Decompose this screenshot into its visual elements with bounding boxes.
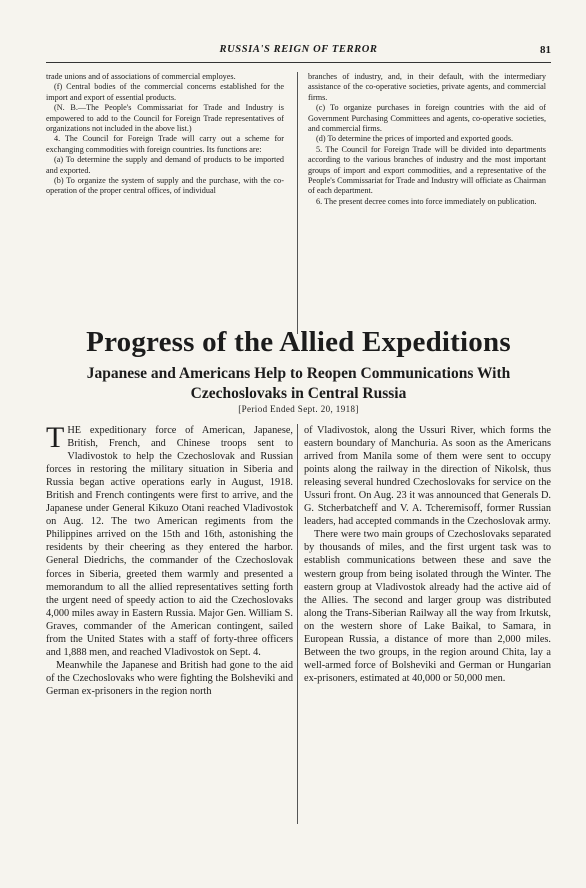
decree-left-column: [46, 72, 284, 197]
decree-right-column: [308, 72, 546, 207]
paragraph-text: HE expeditionary force of American, Japanese, British, French, and Chinese troops sent to Vladivostok to help the Czechoslovak and Russian forces in restoring the military situation in Siberia and Russia began active operations early in August, 1918. British and French contingents were first to arrive, and the Japanese under General Kikuzo Otani reached Vladivostok on Aug. 12. The two American regiments from the Philippines arrived on the 15th and 16th, astonishing the residents by their cheering as they entered the harbor. General Diedrichs, the commander of the Czechoslovak forces in Siberia, greeted them warmly and presented a memorandum to all the allied representatives setting forth the urgent need of speedy action to aid the Czechoslovaks 4,000 miles away in Eastern Russia. Major Gen. William S. Graves, commander of the American contingent, sailed from the United States with a staff of forty-three officers and 1,888 men, and reached Vladivostok on Sept. 4.: [46, 425, 293, 658]
article-right-column: [304, 424, 551, 685]
article-title: Progress of the Allied Expeditions: [86, 326, 511, 358]
decree-paragraph: (d) To determine the prices of imported and exported goods.: [316, 134, 514, 144]
decree-paragraph: 4. The Council for Foreign Trade will carry out a scheme for exchanging commodities with foreign countries. Its functions are:: [46, 134, 284, 154]
decree-paragraph: trade unions and of associations of commercial employes.: [46, 72, 236, 81]
decree-paragraph: (N. B.—The People's Commissariat for Trade and Industry is empowered to add to the Council for Foreign Trade representatives of organizations not included in the above list.): [46, 103, 284, 134]
article-subtitle: [46, 364, 551, 404]
article-paragraph: There were two main groups of Czechoslovaks separated by thousands of miles, and the first urgent task was to establish communications between these and save the western group from being isolated through the Winter. The eastern group at Vladivostok already had the active aid of the Allies. The second and larger group was distributed along the Trans-Siberian Railway all the way from Irkutsk, on the western shore of Lake Baikal, to Samara, in European Russia, a distance of more than 2,000 miles. Between the two groups, in the region around Chita, lay a well-armed force of Bolsheviki and German or Hungarian ex-prisoners, estimated at 40,000 or 50,000 men.: [304, 529, 551, 684]
decree-paragraph: branches of industry, and, in their default, with the intermediary assistance of the co-operative societies, private agents, and commercial firms.: [308, 72, 546, 102]
column-divider: [297, 72, 298, 334]
decree-paragraph: (a) To determine the supply and demand of products to be imported and exported.: [46, 155, 284, 175]
page-header: [46, 44, 551, 60]
article-paragraph: of Vladivostok, along the Ussuri River, which forms the eastern boundary of Manchuria. As soon as the Americans arrived from Manila some of them were sent to occupy points along the railway in the direction of Nikolsk, thus releasing several hundred Czechoslovaks for service on the Ussuri front. On Aug. 23 it was announced that Generals D. G. Stcherbatcheff and V. A. Tcheremisoff, former Russian leaders, had accepted commands in the Czechoslovak army.: [304, 425, 551, 528]
decree-paragraph: (f) Central bodies of the commercial concerns established for the import and export of essential products.: [46, 82, 284, 102]
column-divider: [297, 424, 298, 824]
article-paragraph: Meanwhile the Japanese and British had gone to the aid of the Czechoslovaks who were fighting the Bolsheviki and German ex-prisoners in the region north: [46, 659, 293, 697]
page-number: 81: [540, 44, 551, 56]
decree-paragraph: (c) To organize purchases in foreign countries with the aid of Government Purchasing Committees and agents, co-operative societies, and commercial firms.: [308, 103, 546, 134]
article-period: [Period Ended Sept. 20, 1918]: [238, 404, 359, 414]
decree-paragraph: 5. The Council for Foreign Trade will be divided into departments according to the various branches of industry and the most important groups of import and export commodities, and a representative of the People's Commissariat for Trade and Industry will officiate as Chairman of each department.: [308, 144, 546, 196]
article-paragraph: [46, 421, 293, 659]
decree-paragraph: (b) To organize the system of supply and the purchase, with the co-operation of the proper central offices, of individual: [46, 176, 284, 196]
header-rule: [46, 62, 551, 63]
decree-paragraph: 6. The present decree comes into force immediately on publication.: [316, 196, 537, 206]
drop-cap: T: [46, 421, 65, 454]
subtitle-line: Czechoslovaks in Central Russia: [190, 385, 407, 402]
subtitle-line: Japanese and Americans Help to Reopen Communications With: [86, 365, 511, 382]
article-left-column: [46, 421, 293, 698]
running-head: RUSSIA'S REIGN OF TERROR: [219, 44, 378, 55]
